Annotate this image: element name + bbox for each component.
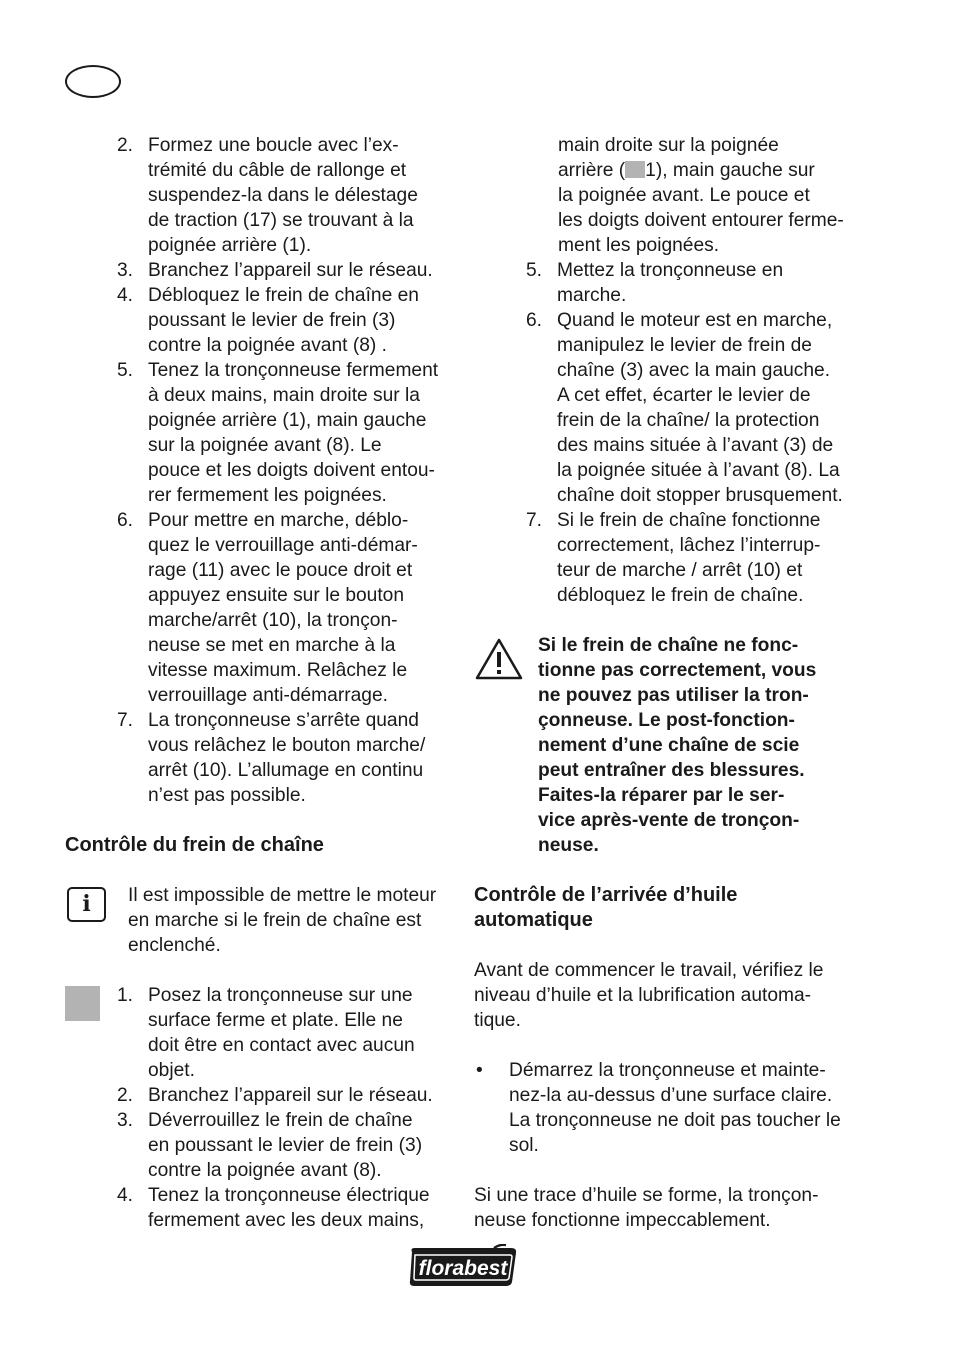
steps-list-a — [65, 133, 455, 808]
step-number: 6. — [526, 310, 543, 331]
section-heading-chain-brake: Contrôle du frein de chaîne — [65, 834, 324, 856]
closing-text: Si une trace d’huile se forme, la tronçon- neuse fonctionne impeccablement. — [474, 1185, 819, 1231]
language-badge — [65, 65, 121, 98]
logo-text: florabest — [418, 1257, 508, 1280]
step-item — [65, 508, 455, 708]
step-item — [65, 1183, 455, 1233]
step-item — [65, 1108, 455, 1183]
step-item — [65, 258, 455, 283]
step-item — [65, 358, 455, 508]
figure-reference-icon — [625, 161, 645, 178]
step-text: Quand le moteur est en marche, manipulez le levier de frein de chaîne (3) avec la main gauche. A cet effet, écarter le levier de frein de la chaîne/ la protection des mains située à l’avant (3) de la poignée située à l’avant (8). La chaîne doit stopper brusquement. — [557, 310, 843, 506]
warning-text: Si le frein de chaîne ne fonc- tionne pas correctement, vous ne pouvez pas utiliser la tron- çonneuse. Le post-fonction- nement d’une chaîne de scie peut entraîner des blessures. Faites-la réparer par le ser- vice après-vente de tronçon- neuse. — [538, 635, 817, 856]
step-text: Branchez l’appareil sur le réseau. — [148, 260, 433, 281]
step-number: 5. — [117, 360, 134, 381]
warning-note — [474, 633, 864, 858]
info-note-text: Il est impossible de mettre le moteur en marche si le frein de chaîne est enclenché. — [128, 885, 437, 956]
step-number: 3. — [117, 260, 134, 281]
step-text: Posez la tronçonneuse sur une surface ferme et plate. Elle ne doit être en contact avec aucun objet. — [148, 985, 415, 1081]
step-item — [65, 708, 455, 808]
continuation-line-2: arrière ( 1), main gauche sur — [558, 160, 815, 181]
step-item — [65, 983, 455, 1083]
continuation-rest: la poignée avant. Le pouce et les doigts doivent entourer ferme- ment les poignées. — [558, 185, 844, 256]
step-number: 3. — [117, 1110, 134, 1131]
step-text: Tenez la tronçonneuse électrique fermement avec les deux mains, — [148, 1185, 430, 1231]
step-text: Mettez la tronçonneuse en marche. — [557, 260, 784, 306]
step-number: 5. — [526, 260, 543, 281]
step-item — [474, 258, 864, 308]
info-note — [65, 883, 455, 958]
step-item — [65, 1083, 455, 1108]
steps-list-right — [474, 258, 864, 608]
warning-triangle-icon — [474, 637, 524, 681]
info-icon: i — [67, 887, 106, 922]
step-text: Branchez l’appareil sur le réseau. — [148, 1085, 433, 1106]
right-column — [474, 133, 864, 1233]
step-number: 2. — [117, 1085, 134, 1106]
step-text: Si le frein de chaîne fonctionne correctement, lâchez l’interrup- teur de marche / arrêt (10) et débloquez le frein de chaîne. — [557, 510, 821, 606]
bullet-text: Démarrez la tronçonneuse et mainte- nez-la au-dessus d’une surface claire. La tronçonneuse ne doit pas toucher le sol. — [509, 1060, 841, 1156]
step-number: 6. — [117, 510, 134, 531]
oil-intro-text: Avant de commencer le travail, vérifiez le niveau d’huile et la lubrification automa- tique. — [474, 960, 824, 1031]
step-text: Formez une boucle avec l’ex- trémité du câble de rallonge et suspendez-la dans le délestage de traction (17) se trouvant à la poignée arrière (1). — [148, 135, 418, 256]
step-4-continuation — [474, 133, 864, 258]
step-item — [474, 508, 864, 608]
step-number: 1. — [117, 985, 134, 1006]
florabest-logo — [406, 1244, 520, 1288]
step-item — [65, 133, 455, 258]
step-number: 4. — [117, 285, 134, 306]
step-number: 4. — [117, 1185, 134, 1206]
continuation-line-1: main droite sur la poignée — [558, 135, 779, 156]
bullet-item — [474, 1058, 864, 1158]
step-item — [474, 308, 864, 508]
step-text: La tronçonneuse s’arrête quand vous relâchez le bouton marche/ arrêt (10). L’allumage en continu n’est pas possible. — [148, 710, 426, 806]
step-text: Déverrouillez le frein de chaîne en poussant le levier de frein (3) contre la poignée avant (8). — [148, 1110, 423, 1181]
step-text: Tenez la tronçonneuse fermement à deux mains, main droite sur la poignée arrière (1), main gauche sur la poignée avant (8). Le pouce et les doigts doivent entou- rer fermement les poignées. — [148, 360, 439, 506]
step-number: 2. — [117, 135, 134, 156]
steps-b-block — [65, 983, 455, 1233]
step-number: 7. — [117, 710, 134, 731]
left-column — [65, 133, 455, 1233]
step-number: 7. — [526, 510, 543, 531]
step-item — [65, 283, 455, 358]
step-text: Pour mettre en marche, déblo- quez le verrouillage anti-démar- rage (11) avec le pouce droit et appuyez ensuite sur le bouton marche/arrêt (10), la tronçon- neuse se met en marche à la vitesse maximum. Relâchez le verrouillage anti-démarrage. — [148, 510, 418, 706]
section-heading-oil: Contrôle de l’arrivée d’huile automatique — [474, 884, 738, 931]
steps-list-b — [65, 983, 455, 1233]
step-text: Débloquez le frein de chaîne en poussant le levier de frein (3) contre la poignée avant (8) . — [148, 285, 419, 356]
bullet-symbol: • — [476, 1060, 483, 1081]
